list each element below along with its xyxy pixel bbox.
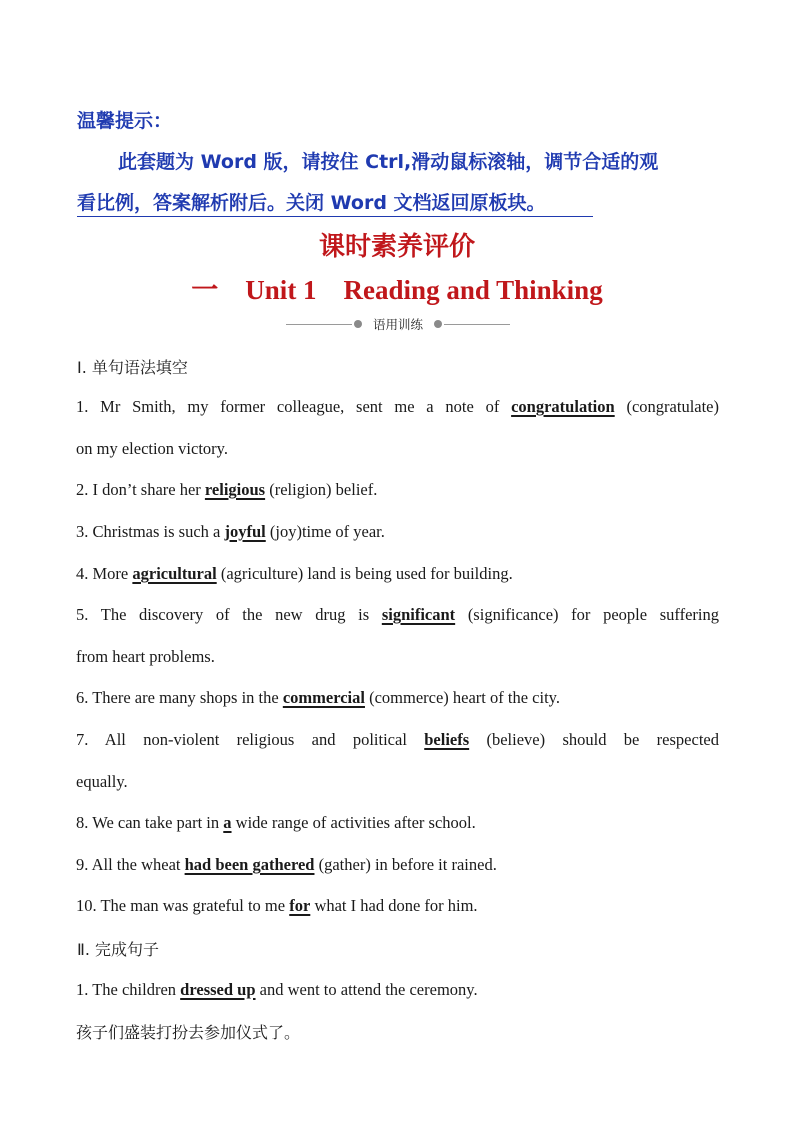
sentence-1	[76, 980, 719, 1000]
sentence-text: and went to attend the ceremony.	[255, 980, 478, 999]
tip-line-2: 看比例，答案解析附后。关闭 Word 文档返回原板块。	[77, 188, 593, 217]
question-2	[76, 480, 719, 500]
question-text: 3. Christmas is such a	[76, 522, 225, 541]
question-4	[76, 564, 719, 584]
tip-heading: 温馨提示：	[77, 110, 173, 132]
question-text: 4. More	[76, 564, 133, 583]
question-text: 8. We can take part in	[76, 813, 224, 832]
section-2-heading: Ⅱ. 完成句子	[77, 940, 160, 959]
question-text: 1. Mr Smith, my former colleague, sent me a note of	[76, 397, 512, 416]
question-text: (agriculture) land is being used for building.	[216, 564, 513, 583]
question-1-continued: on my election victory.	[76, 439, 228, 458]
sentence-1-translation: 孩子们盛装打扮去参加仪式了。	[76, 1023, 301, 1042]
question-text: (joy)time of year.	[265, 522, 385, 541]
question-text: (commerce) heart of the city.	[364, 688, 560, 707]
question-text: what I had done for him.	[310, 896, 478, 915]
answer: congratulation	[511, 397, 615, 416]
unit-title: 一 Unit 1 Reading and Thinking	[191, 275, 603, 305]
answer: beliefs	[424, 730, 470, 749]
answer: significant	[381, 605, 456, 624]
question-text: 6. There are many shops in the	[76, 688, 283, 707]
answer: joyful	[224, 522, 266, 541]
question-10	[76, 896, 719, 916]
question-text: 9. All the wheat	[76, 855, 185, 874]
answer: for	[289, 896, 311, 915]
answer: religious	[204, 480, 266, 499]
question-text: (congratulate)	[614, 397, 720, 416]
answer: had been gathered	[184, 855, 315, 874]
question-7-continued: equally.	[76, 772, 128, 791]
tip-line-1: 此套题为 Word 版，请按住 Ctrl,滑动鼠标滚轴，调节合适的观	[118, 151, 659, 173]
answer: commercial	[282, 688, 365, 707]
question-1	[76, 397, 719, 417]
question-5	[76, 605, 719, 625]
section-1-heading: Ⅰ. 单句语法填空	[77, 358, 188, 377]
section-divider	[286, 316, 510, 332]
divider-label: 语用训练	[372, 317, 423, 332]
answer: agricultural	[132, 564, 217, 583]
answer: dressed up	[180, 980, 256, 999]
question-8	[76, 813, 719, 833]
question-text: (religion) belief.	[265, 480, 378, 499]
divider-line-right	[444, 324, 510, 325]
question-text: wide range of activities after school.	[231, 813, 476, 832]
sentence-text: 1. The children	[76, 980, 181, 999]
question-7	[76, 730, 719, 750]
question-text: (significance) for people suffering	[455, 605, 719, 624]
question-6	[76, 688, 719, 708]
question-text: 5. The discovery of the new drug is	[76, 605, 382, 624]
question-text: 10. The man was grateful to me	[76, 896, 290, 915]
answer: a	[223, 813, 232, 832]
question-text: (gather) in before it rained.	[314, 855, 497, 874]
question-9	[76, 855, 719, 875]
question-3	[76, 522, 719, 542]
question-text: (believe) should be respected	[469, 730, 719, 749]
divider-line-left	[286, 324, 352, 325]
divider-dot-left	[354, 320, 362, 328]
question-5-continued: from heart problems.	[76, 647, 215, 666]
question-text: 2. I don’t share her	[76, 480, 205, 499]
question-text: 7. All non-violent religious and political	[76, 730, 425, 749]
page-title: 课时素养评价	[318, 232, 475, 262]
divider-dot-right	[434, 320, 442, 328]
